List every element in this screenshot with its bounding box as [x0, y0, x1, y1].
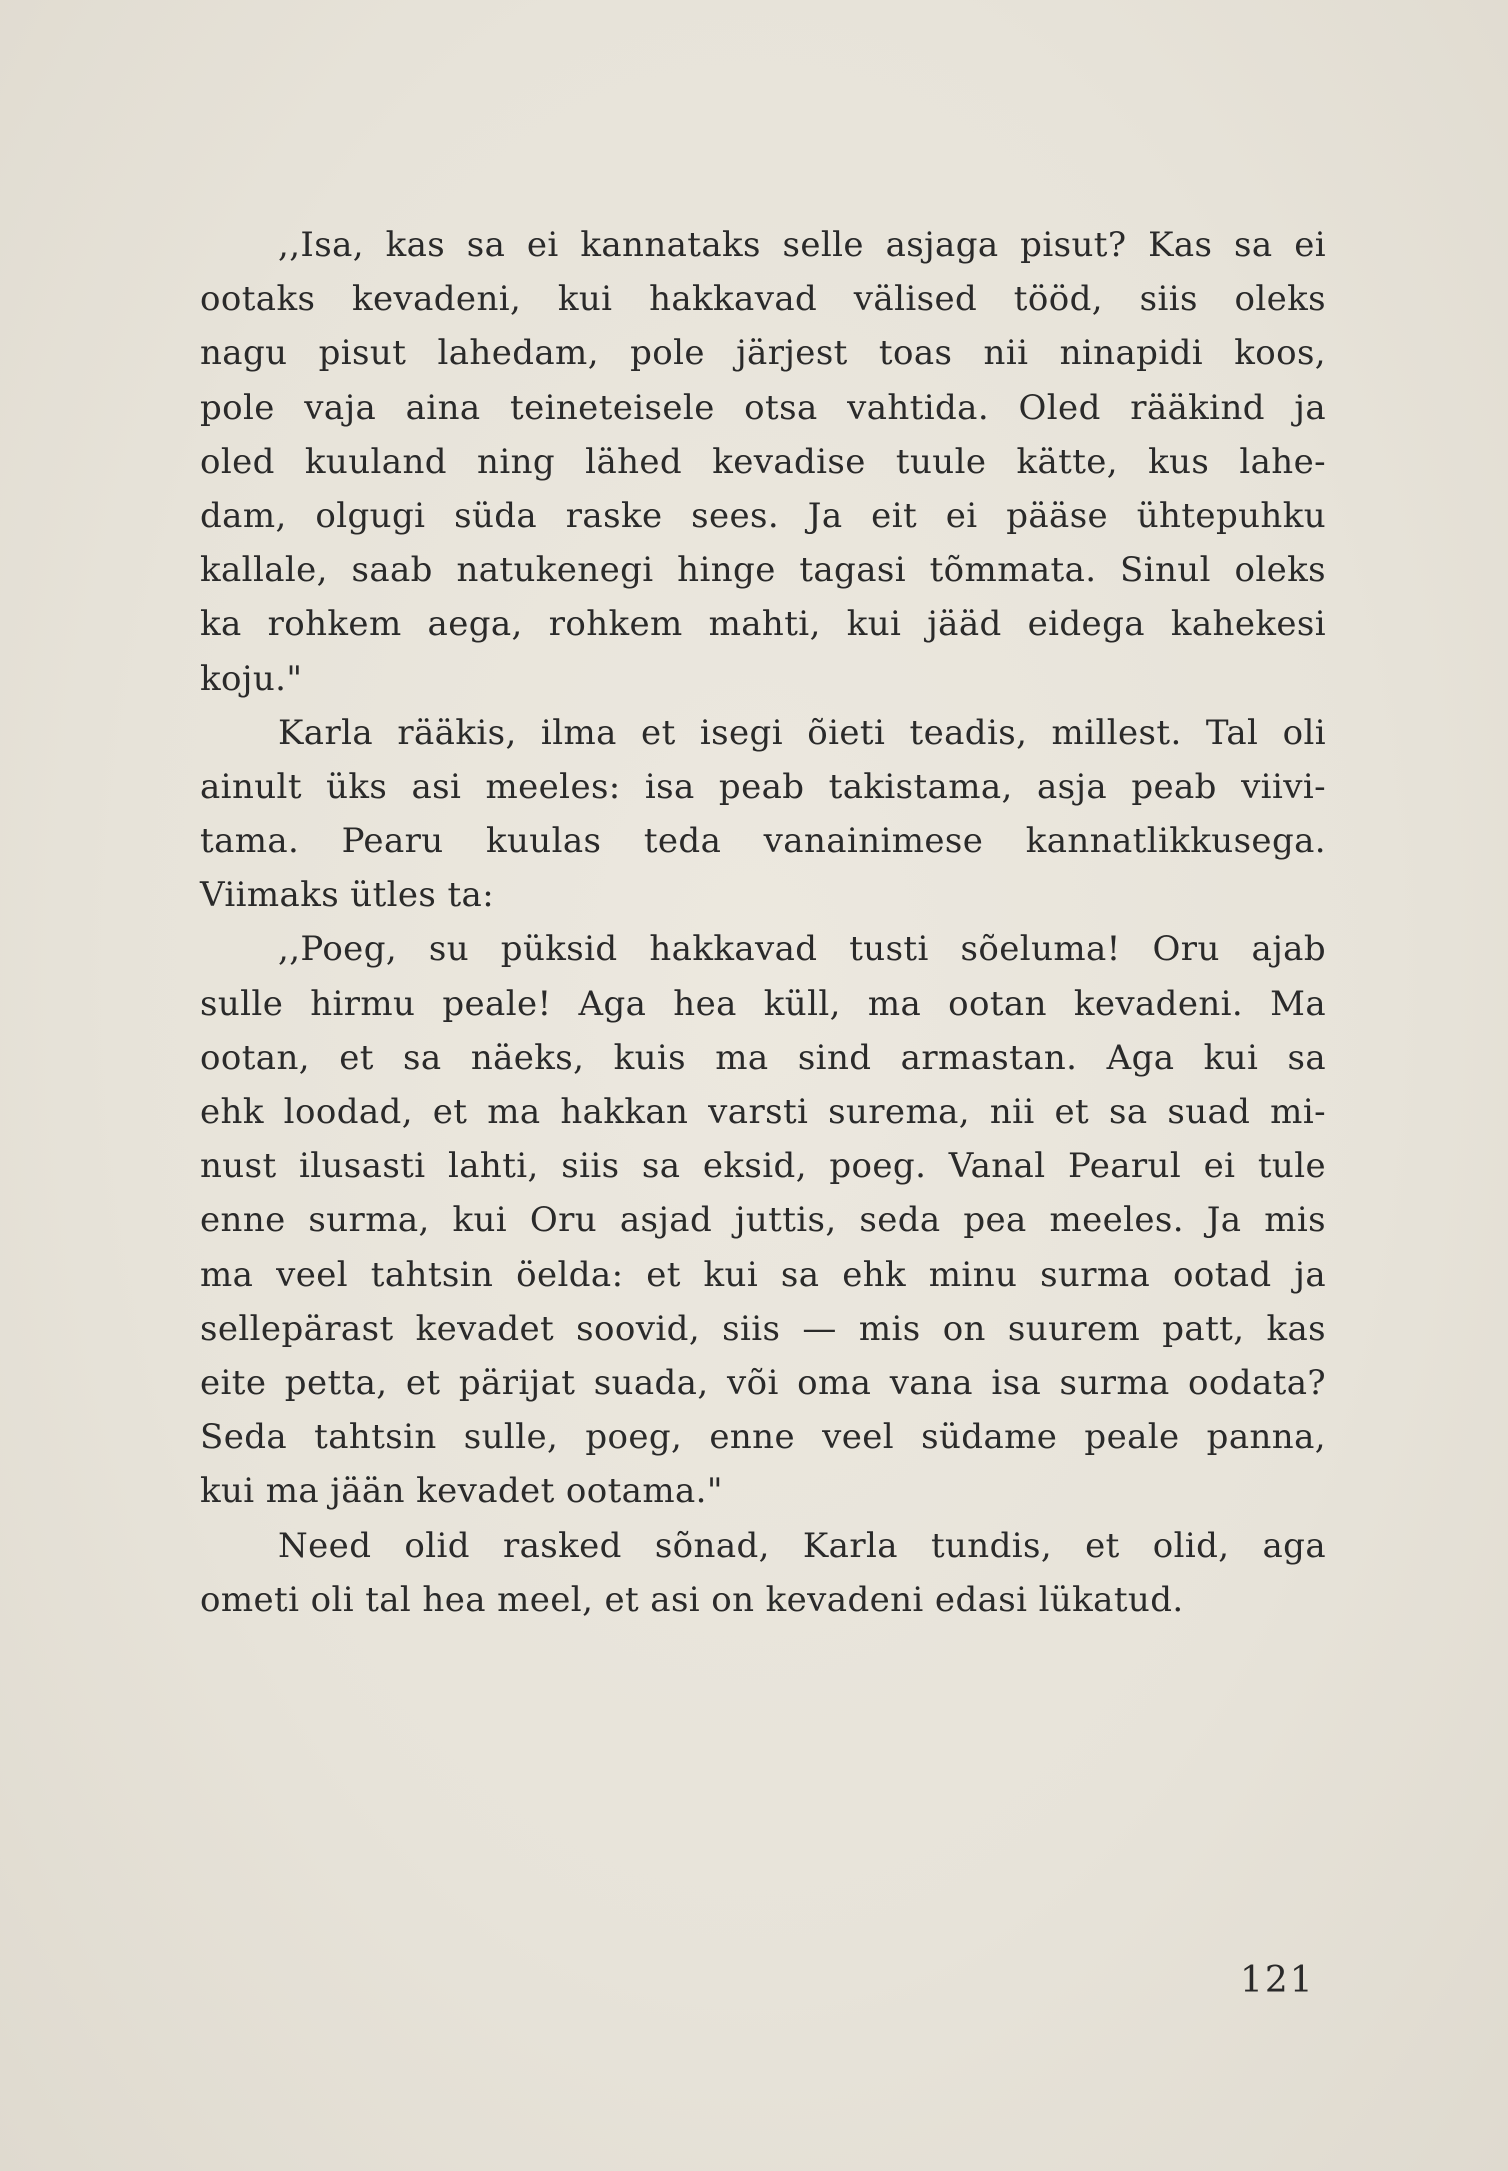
text-line: sulle hirmu peale! Aga hea küll, ma ootan kevadeni. Ma	[200, 983, 1326, 1024]
text-line: ometi oli tal hea meel, et asi on kevadeni edasi lükatud.	[200, 1579, 1184, 1620]
text-line: tama. Pearu kuulas teda vanainimese kannatlikkusega.	[200, 821, 1326, 862]
text-line: koju."	[200, 658, 303, 699]
page-number: 121	[1240, 1960, 1315, 2001]
text-line: dam, olgugi süda raske sees. Ja eit ei pääse ühtepuhku	[200, 495, 1326, 536]
text-line: nagu pisut lahedam, pole järjest toas nii ninapidi koos,	[200, 333, 1326, 374]
text-line: ehk loodad, et ma hakkan varsti surema, nii et sa suad mi-	[200, 1092, 1326, 1132]
text-line: nust ilusasti lahti, siis sa eksid, poeg. Vanal Pearul ei tule	[200, 1146, 1326, 1187]
text-line: ka rohkem aega, rohkem mahti, kui jääd eidega kahekesi	[200, 604, 1326, 645]
text-line: eite petta, et pärijat suada, või oma vana isa surma oodata?	[200, 1362, 1326, 1403]
text-line: pole vaja aina teineteisele otsa vahtida. Oled rääkind ja	[200, 387, 1326, 428]
paragraph	[200, 1519, 1326, 1627]
text-line: Need olid rasked sõnad, Karla tundis, et olid, aga	[278, 1525, 1326, 1566]
text-line: Seda tahtsin sulle, poeg, enne veel südame peale panna,	[200, 1417, 1326, 1458]
text-line: sellepärast kevadet soovid, siis — mis on suurem patt, kas	[200, 1308, 1326, 1349]
text-line: ootaks kevadeni, kui hakkavad välised tööd, siis oleks	[200, 279, 1326, 320]
text-line: oled kuuland ning lähed kevadise tuule kätte, kus lahe-	[200, 441, 1326, 482]
text-line: kui ma jään kevadet ootama."	[200, 1471, 723, 1512]
text-line: Karla rääkis, ilma et isegi õieti teadis, millest. Tal oli	[278, 712, 1326, 753]
text-line: ma veel tahtsin öelda: et kui sa ehk minu surma ootad ja	[200, 1254, 1326, 1295]
text-line: ,,Poeg, su püksid hakkavad tusti sõeluma! Oru ajab	[278, 929, 1326, 970]
text-line: ainult üks asi meeles: isa peab takistama, asja peab viivi-	[200, 766, 1326, 807]
text-line: kallale, saab natukenegi hinge tagasi tõmmata. Sinul oleks	[200, 550, 1326, 591]
text-line: Viimaks ütles ta:	[200, 875, 495, 916]
text-line: ootan, et sa näeks, kuis ma sind armastan. Aga kui sa	[200, 1037, 1326, 1078]
paragraph	[200, 706, 1326, 923]
body-text	[200, 218, 1326, 1627]
paragraph	[200, 922, 1326, 1518]
text-line: enne surma, kui Oru asjad juttis, seda pea meeles. Ja mis	[200, 1200, 1326, 1241]
paragraph	[200, 218, 1326, 706]
text-line: ,,Isa, kas sa ei kannataks selle asjaga pisut? Kas sa ei	[278, 225, 1326, 265]
